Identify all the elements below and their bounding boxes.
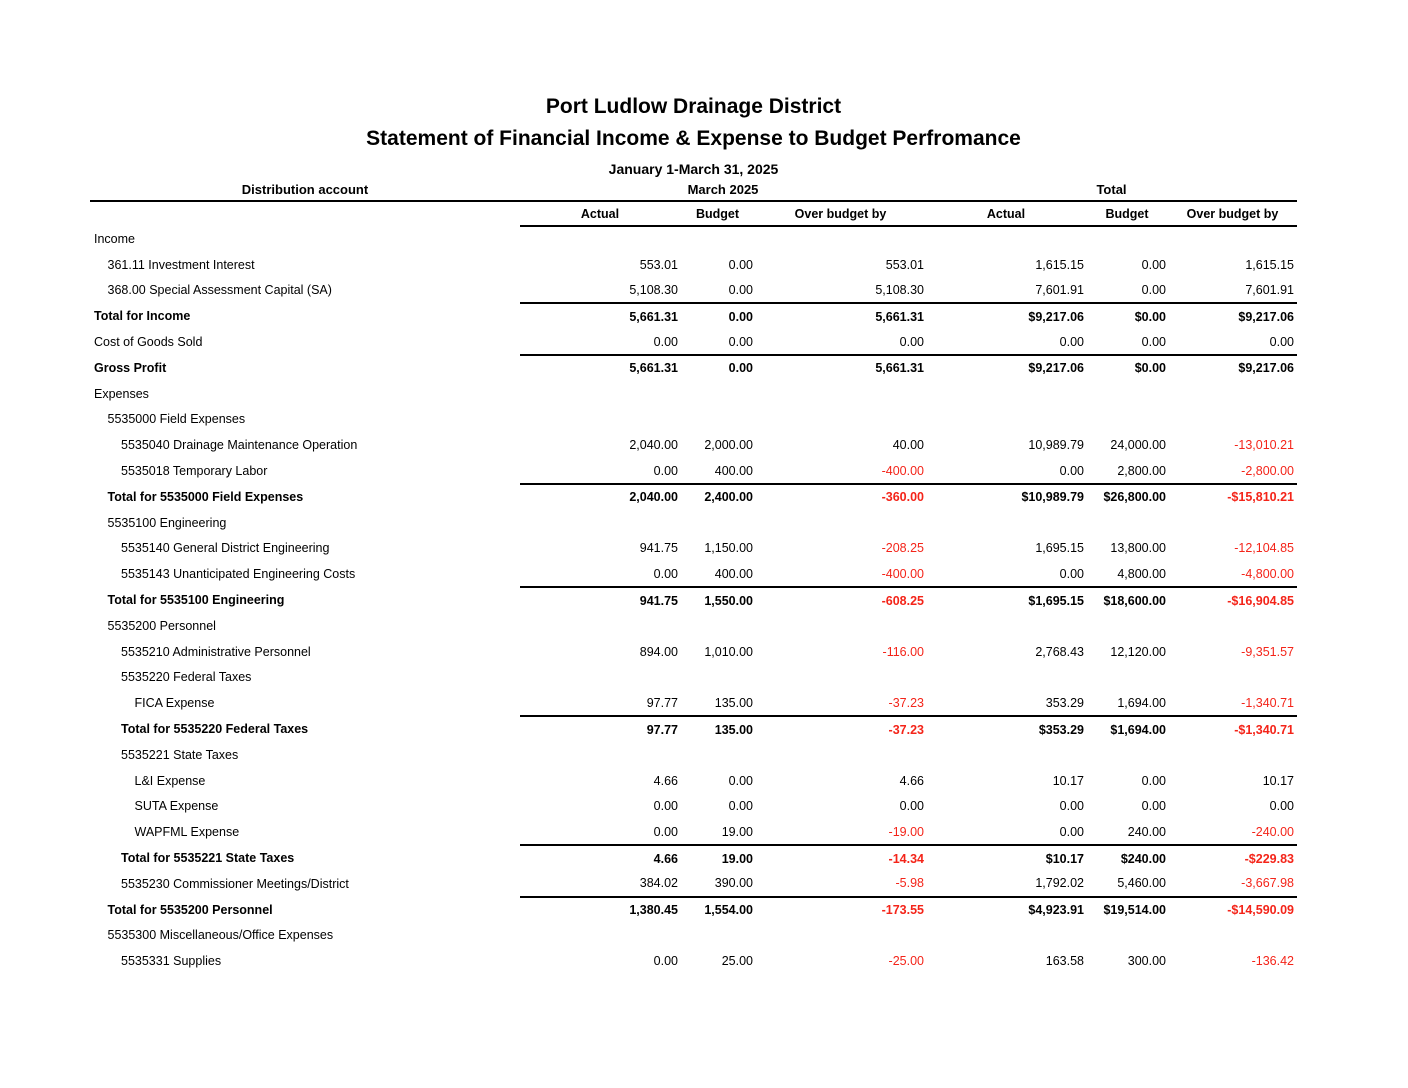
- value-cell: -208.25: [881, 541, 924, 556]
- table-row: [90, 948, 1297, 974]
- account-label: Total for 5535220 Federal Taxes: [121, 722, 309, 737]
- value-cell: [755, 613, 926, 639]
- account-label: 5535040 Drainage Maintenance Operation: [121, 438, 358, 453]
- value-cell: 353.29: [1045, 695, 1084, 710]
- value-cell: 0.00: [728, 773, 753, 788]
- value-cell: 1,694.00: [1117, 695, 1166, 710]
- march-over-budget-header: Over budget by: [755, 201, 926, 226]
- table-row: [90, 639, 1297, 665]
- table-row: [90, 381, 1297, 407]
- value-cell: $240.00: [1086, 845, 1168, 871]
- value-cell: 13,800.00: [1110, 541, 1166, 556]
- value-cell: 0.00: [1059, 799, 1084, 814]
- value-cell: 400.00: [714, 463, 753, 478]
- value-cell: [926, 226, 1086, 252]
- table-row: [90, 226, 1297, 252]
- value-cell: [520, 923, 680, 949]
- value-cell: -37.23: [888, 695, 924, 710]
- account-label: WAPFML Expense: [134, 825, 240, 840]
- value-cell: $9,217.06: [1168, 303, 1297, 329]
- value-cell: 0.00: [1141, 799, 1166, 814]
- account-label: Income: [94, 231, 135, 246]
- report-date-range: January 1-March 31, 2025: [608, 161, 779, 178]
- value-cell: 0.00: [653, 954, 678, 969]
- march-actual-header: Actual: [520, 201, 680, 226]
- value-cell: 19.00: [721, 824, 753, 839]
- value-cell: 163.58: [1045, 954, 1084, 969]
- account-label: 5535143 Unanticipated Engineering Costs: [121, 567, 356, 582]
- report-header: [90, 0, 1297, 177]
- value-cell: [755, 742, 926, 768]
- value-cell: [1086, 510, 1168, 536]
- value-cell: 4.66: [653, 773, 678, 788]
- value-cell: 12,120.00: [1110, 644, 1166, 659]
- value-cell: [755, 923, 926, 949]
- value-cell: 24,000.00: [1110, 438, 1166, 453]
- value-cell: [680, 381, 755, 407]
- value-cell: [755, 226, 926, 252]
- value-cell: 941.75: [520, 587, 680, 613]
- value-cell: 5,661.31: [755, 355, 926, 381]
- value-cell: 4.66: [520, 845, 680, 871]
- table-row: [90, 329, 1297, 355]
- value-cell: 0.00: [1141, 282, 1166, 297]
- value-cell: 4,800.00: [1117, 566, 1166, 581]
- value-cell: 0.00: [1059, 566, 1084, 581]
- value-cell: $9,217.06: [926, 355, 1086, 381]
- account-label: 5535220 Federal Taxes: [121, 670, 252, 685]
- value-cell: 553.01: [885, 257, 924, 272]
- value-cell: -9,351.57: [1241, 644, 1294, 659]
- value-cell: [926, 510, 1086, 536]
- table-row: [90, 819, 1297, 845]
- value-cell: [680, 613, 755, 639]
- value-cell: [680, 923, 755, 949]
- table-row: [90, 794, 1297, 820]
- value-cell: $10.17: [926, 845, 1086, 871]
- value-cell: -$229.83: [1168, 845, 1297, 871]
- table-row: [90, 690, 1297, 716]
- table-row: [90, 561, 1297, 587]
- value-cell: 10.17: [1262, 773, 1294, 788]
- account-label: L&I Expense: [134, 773, 206, 788]
- budget-performance-table: [90, 178, 1297, 974]
- value-cell: 2,768.43: [1035, 644, 1084, 659]
- value-cell: -608.25: [755, 587, 926, 613]
- account-label: SUTA Expense: [134, 799, 219, 814]
- value-cell: $26,800.00: [1086, 484, 1168, 510]
- table-row: [90, 768, 1297, 794]
- value-cell: 0.00: [1059, 463, 1084, 478]
- value-cell: 0.00: [653, 334, 678, 349]
- table-row: [90, 510, 1297, 536]
- value-cell: 2,040.00: [520, 484, 680, 510]
- account-label: Total for 5535100 Engineering: [107, 593, 285, 608]
- value-cell: $0.00: [1086, 303, 1168, 329]
- table-row: [90, 716, 1297, 742]
- value-cell: 0.00: [653, 566, 678, 581]
- value-cell: 2,040.00: [629, 438, 678, 453]
- value-cell: -1,340.71: [1241, 695, 1294, 710]
- value-cell: 1,615.15: [1245, 257, 1294, 272]
- value-cell: -19.00: [888, 824, 924, 839]
- value-cell: 5,661.31: [520, 355, 680, 381]
- table-row: [90, 432, 1297, 458]
- value-cell: 941.75: [639, 541, 678, 556]
- value-cell: -12,104.85: [1234, 541, 1294, 556]
- value-cell: 1,792.02: [1035, 876, 1084, 891]
- table-row: [90, 613, 1297, 639]
- table-row: [90, 252, 1297, 278]
- value-cell: -400.00: [881, 566, 924, 581]
- table-row: [90, 536, 1297, 562]
- value-cell: 0.00: [899, 334, 924, 349]
- table-row: [90, 484, 1297, 510]
- march-budget-header: Budget: [680, 201, 755, 226]
- value-cell: [1168, 407, 1297, 433]
- value-cell: 5,108.30: [629, 282, 678, 297]
- value-cell: [926, 665, 1086, 691]
- value-cell: 0.00: [728, 282, 753, 297]
- value-cell: 40.00: [892, 438, 924, 453]
- value-cell: -$1,340.71: [1168, 716, 1297, 742]
- value-cell: -240.00: [1251, 824, 1294, 839]
- total-group-header: Total: [926, 178, 1297, 201]
- total-actual-header: Actual: [926, 201, 1086, 226]
- value-cell: $1,694.00: [1086, 716, 1168, 742]
- value-cell: -173.55: [755, 897, 926, 923]
- value-cell: 240.00: [1127, 824, 1166, 839]
- value-cell: $0.00: [1086, 355, 1168, 381]
- value-cell: [926, 613, 1086, 639]
- column-header-row: [90, 201, 1297, 226]
- value-cell: [1168, 742, 1297, 768]
- value-cell: -136.42: [1251, 954, 1294, 969]
- value-cell: 10,989.79: [1028, 438, 1084, 453]
- value-cell: $18,600.00: [1086, 587, 1168, 613]
- value-cell: 0.00: [1141, 257, 1166, 272]
- value-cell: $4,923.91: [926, 897, 1086, 923]
- value-cell: 384.02: [639, 876, 678, 891]
- value-cell: 2,000.00: [704, 438, 753, 453]
- value-cell: 0.00: [680, 303, 755, 329]
- value-cell: -400.00: [881, 463, 924, 478]
- account-label: 361.11 Investment Interest: [107, 257, 255, 272]
- account-label: 5535221 State Taxes: [121, 747, 239, 762]
- value-cell: [1168, 665, 1297, 691]
- value-cell: -25.00: [888, 954, 924, 969]
- value-cell: 0.00: [1059, 824, 1084, 839]
- value-cell: -116.00: [882, 644, 924, 659]
- value-cell: 1,550.00: [680, 587, 755, 613]
- report-subtitle: Statement of Financial Income & Expense to Budget Perfromance: [366, 127, 1021, 151]
- value-cell: [755, 381, 926, 407]
- value-cell: [1168, 510, 1297, 536]
- value-cell: [926, 742, 1086, 768]
- value-cell: -5.98: [895, 876, 924, 891]
- value-cell: 0.00: [1059, 334, 1084, 349]
- value-cell: 553.01: [639, 257, 678, 272]
- value-cell: 7,601.91: [1035, 282, 1084, 297]
- value-cell: -2,800.00: [1241, 463, 1294, 478]
- value-cell: 4.66: [899, 773, 924, 788]
- table-row: [90, 407, 1297, 433]
- value-cell: [680, 665, 755, 691]
- value-cell: [520, 381, 680, 407]
- account-label: 5535230 Commissioner Meetings/District: [121, 876, 349, 891]
- value-cell: [755, 665, 926, 691]
- value-cell: 5,661.31: [755, 303, 926, 329]
- value-cell: [520, 613, 680, 639]
- account-label: 5535000 Field Expenses: [107, 412, 246, 427]
- value-cell: 894.00: [639, 644, 678, 659]
- value-cell: 0.00: [728, 257, 753, 272]
- value-cell: [755, 407, 926, 433]
- value-cell: 135.00: [714, 695, 753, 710]
- account-label: 368.00 Special Assessment Capital (SA): [107, 283, 332, 298]
- account-label: 5535018 Temporary Labor: [121, 464, 268, 479]
- value-cell: [926, 381, 1086, 407]
- account-label: Total for 5535200 Personnel: [107, 902, 273, 917]
- value-cell: 135.00: [680, 716, 755, 742]
- account-label: Gross Profit: [94, 360, 167, 375]
- table-row: [90, 355, 1297, 381]
- value-cell: -37.23: [755, 716, 926, 742]
- value-cell: -14.34: [755, 845, 926, 871]
- table-body: [90, 226, 1297, 974]
- value-cell: 0.00: [728, 799, 753, 814]
- table-row: [90, 458, 1297, 484]
- value-cell: 1,380.45: [520, 897, 680, 923]
- value-cell: 5,460.00: [1117, 876, 1166, 891]
- value-cell: [1086, 613, 1168, 639]
- value-cell: [680, 407, 755, 433]
- table-row: [90, 871, 1297, 897]
- account-label: 5535331 Supplies: [121, 954, 222, 969]
- value-cell: 1,150.00: [704, 541, 753, 556]
- value-cell: [1168, 381, 1297, 407]
- value-cell: 0.00: [653, 463, 678, 478]
- table-row: [90, 665, 1297, 691]
- value-cell: $10,989.79: [926, 484, 1086, 510]
- value-cell: 0.00: [680, 355, 755, 381]
- total-over-budget-header: Over budget by: [1168, 201, 1297, 226]
- value-cell: 97.77: [646, 695, 678, 710]
- value-cell: 0.00: [1141, 773, 1166, 788]
- value-cell: [1168, 226, 1297, 252]
- account-column-spacer: [90, 201, 520, 226]
- value-cell: [1086, 742, 1168, 768]
- value-cell: [1086, 226, 1168, 252]
- table-header: [90, 178, 1297, 226]
- value-cell: [1168, 923, 1297, 949]
- value-cell: -$16,904.85: [1168, 587, 1297, 613]
- account-label: 5535140 General District Engineering: [121, 541, 330, 556]
- value-cell: 5,108.30: [875, 282, 924, 297]
- value-cell: 2,800.00: [1117, 463, 1166, 478]
- account-label: Total for Income: [94, 309, 191, 324]
- account-label: 5535300 Miscellaneous/Office Expenses: [107, 928, 334, 943]
- value-cell: 0.00: [1269, 334, 1294, 349]
- account-label: 5535100 Engineering: [107, 515, 227, 530]
- value-cell: 0.00: [728, 334, 753, 349]
- value-cell: -3,667.98: [1241, 876, 1294, 891]
- value-cell: [926, 923, 1086, 949]
- value-cell: 400.00: [714, 566, 753, 581]
- value-cell: $19,514.00: [1086, 897, 1168, 923]
- value-cell: 0.00: [1269, 799, 1294, 814]
- value-cell: [680, 510, 755, 536]
- distribution-account-header: Distribution account: [90, 178, 520, 201]
- value-cell: 2,400.00: [680, 484, 755, 510]
- value-cell: [1086, 381, 1168, 407]
- account-label: 5535210 Administrative Personnel: [121, 644, 311, 659]
- table-row: [90, 742, 1297, 768]
- account-label: Total for 5535221 State Taxes: [121, 851, 295, 866]
- value-cell: [520, 665, 680, 691]
- account-label: FICA Expense: [134, 696, 215, 711]
- table-row: [90, 897, 1297, 923]
- value-cell: -360.00: [755, 484, 926, 510]
- table-row: [90, 303, 1297, 329]
- value-cell: 5,661.31: [520, 303, 680, 329]
- value-cell: [1086, 923, 1168, 949]
- value-cell: 0.00: [653, 799, 678, 814]
- value-cell: 97.77: [520, 716, 680, 742]
- value-cell: 390.00: [714, 876, 753, 891]
- value-cell: 300.00: [1127, 954, 1166, 969]
- value-cell: [520, 510, 680, 536]
- value-cell: -13,010.21: [1234, 438, 1294, 453]
- table-row: [90, 923, 1297, 949]
- account-label: Cost of Goods Sold: [94, 335, 203, 350]
- value-cell: $9,217.06: [1168, 355, 1297, 381]
- value-cell: 19.00: [680, 845, 755, 871]
- value-cell: 1,615.15: [1035, 257, 1084, 272]
- value-cell: -$15,810.21: [1168, 484, 1297, 510]
- group-header-row: [90, 178, 1297, 201]
- value-cell: 1,695.15: [1035, 541, 1084, 556]
- value-cell: [680, 226, 755, 252]
- value-cell: [520, 407, 680, 433]
- value-cell: 7,601.91: [1245, 282, 1294, 297]
- value-cell: -$14,590.09: [1168, 897, 1297, 923]
- value-cell: 1,554.00: [680, 897, 755, 923]
- report-title: Port Ludlow Drainage District: [545, 95, 842, 118]
- value-cell: $353.29: [926, 716, 1086, 742]
- value-cell: [680, 742, 755, 768]
- value-cell: [520, 742, 680, 768]
- value-cell: -4,800.00: [1241, 566, 1294, 581]
- value-cell: [926, 407, 1086, 433]
- value-cell: 0.00: [899, 799, 924, 814]
- value-cell: [755, 510, 926, 536]
- value-cell: 1,010.00: [704, 644, 753, 659]
- value-cell: 10.17: [1052, 773, 1084, 788]
- value-cell: $1,695.15: [926, 587, 1086, 613]
- table-row: [90, 587, 1297, 613]
- table-row: [90, 845, 1297, 871]
- table-row: [90, 278, 1297, 304]
- value-cell: 0.00: [653, 824, 678, 839]
- march-2025-group-header: March 2025: [520, 178, 926, 201]
- value-cell: $9,217.06: [926, 303, 1086, 329]
- total-budget-header: Budget: [1086, 201, 1168, 226]
- value-cell: [1168, 613, 1297, 639]
- value-cell: 25.00: [721, 954, 753, 969]
- account-label: 5535200 Personnel: [107, 618, 216, 633]
- value-cell: [520, 226, 680, 252]
- value-cell: [1086, 407, 1168, 433]
- value-cell: 0.00: [1141, 334, 1166, 349]
- value-cell: [1086, 665, 1168, 691]
- account-label: Expenses: [94, 386, 149, 401]
- account-label: Total for 5535000 Field Expenses: [107, 489, 304, 504]
